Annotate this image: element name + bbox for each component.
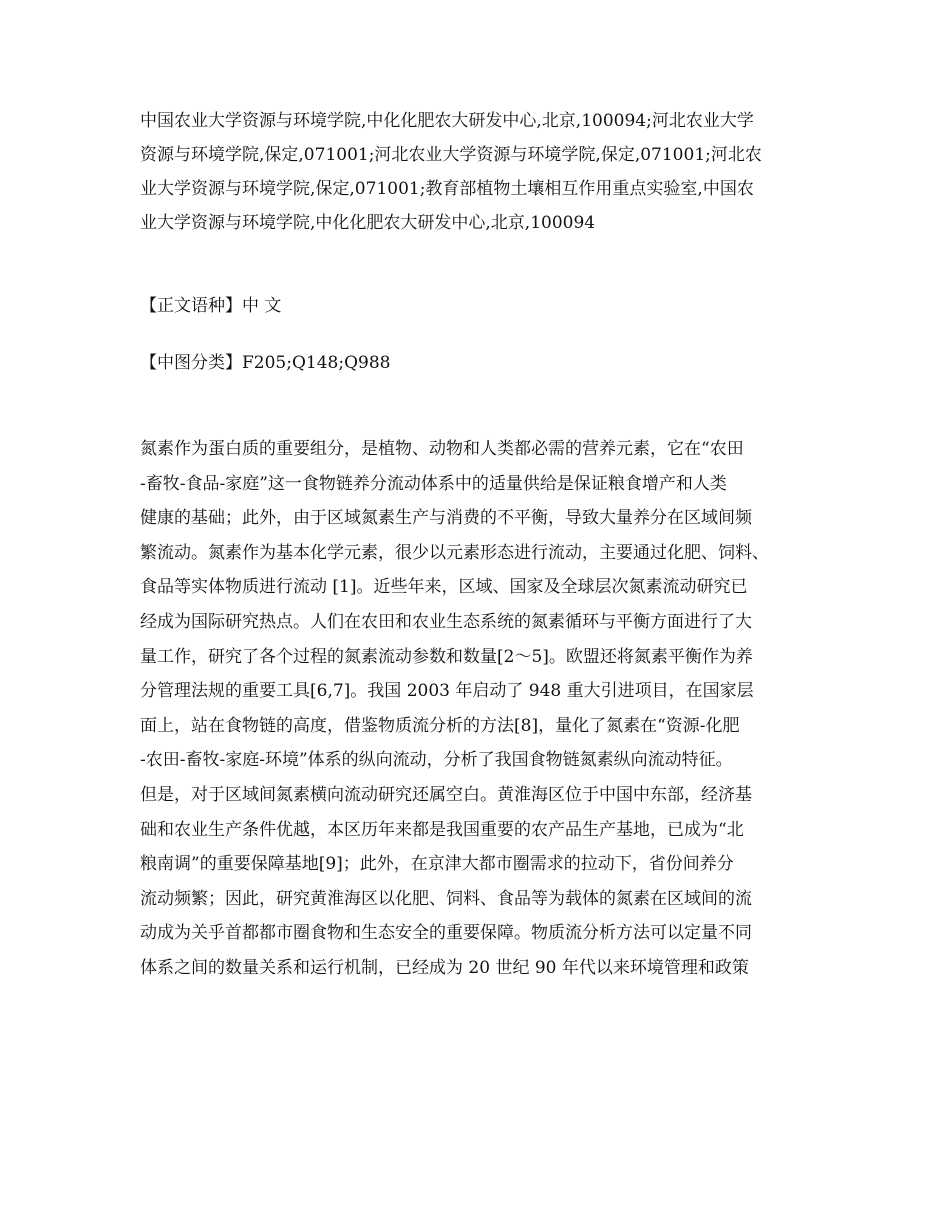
body-line: 动成为关乎首都都市圈食物和生态安全的重要保障。物质流分析方法可以定量不同 [140,923,752,944]
body-line: 面上，站在食物链的高度，借鉴物质流分析的方法[8]，量化了氮素在“资源-化肥 [140,715,740,736]
body-paragraph [140,432,840,986]
affiliation-line: 资源与环境学院,保定,071001;河北农业大学资源与环境学院,保定,071001;河北农 [140,145,762,165]
affiliation-line: 中国农业大学资源与环境学院,中化化肥农大研发中心,北京,100094;河北农业大学 [140,111,754,131]
body-line: -畜牧-食品-家庭”这一食物链养分流动体系中的适量供给是保证粮食增产和人类 [140,473,727,494]
body-line: -农田-畜牧-家庭-环境”体系的纵向流动，分析了我国食物链氮素纵向流动特征。 [140,750,733,771]
body-line: 流动频繁；因此，研究黄淮海区以化肥、饲料、食品等为载体的氮素在区域间的流 [140,888,752,909]
text-language-field [140,289,840,323]
body-line: 经成为国际研究热点。人们在农田和农业生态系统的氮素循环与平衡方面进行了大 [140,611,752,632]
body-line: 健康的基础；此外，由于区域氮素生产与消费的不平衡，导致大量养分在区域间频 [140,508,752,529]
clc-classification-field [140,346,840,380]
body-line: 繁流动。氮素作为基本化学元素，很少以元素形态进行流动，主要通过化肥、饲料、 [140,542,769,563]
clc-classification-line: 【中图分类】F205;Q148;Q988 [140,353,391,373]
body-line: 氮素作为蛋白质的重要组分，是植物、动物和人类都必需的营养元素，它在“农田 [140,439,744,459]
body-line: 体系之间的数量关系和运行机制，已经成为 20 世纪 90 年代以来环境管理和政策 [140,957,749,978]
affiliation-line: 业大学资源与环境学院,保定,071001;教育部植物土壤相互作用重点实验室,中国农 [140,179,754,199]
body-line: 食品等实体物质进行流动 [1]。近些年来，区域、国家及全球层次氮素流动研究已 [140,577,748,598]
body-line: 量工作，研究了各个过程的氮素流动参数和数量[2～5]。欧盟还将氮素平衡作为养 [140,646,753,667]
body-line: 但是，对于区域间氮素横向流动研究还属空白。黄淮海区位于中国中东部，经济基 [140,784,752,805]
body-line: 础和农业生产条件优越，本区历年来都是我国重要的农产品生产基地，已成为“北 [140,819,744,840]
affiliation-block [140,104,840,240]
text-language-line: 【正文语种】中 文 [140,296,282,316]
body-line: 分管理法规的重要工具[6,7]。我国 2003 年启动了 948 重大引进项目，在国家层 [140,681,754,702]
body-line: 粮南调”的重要保障基地[9]；此外，在京津大都市圈需求的拉动下，省份间养分 [140,854,734,875]
affiliation-line: 业大学资源与环境学院,中化化肥农大研发中心,北京,100094 [140,213,596,233]
